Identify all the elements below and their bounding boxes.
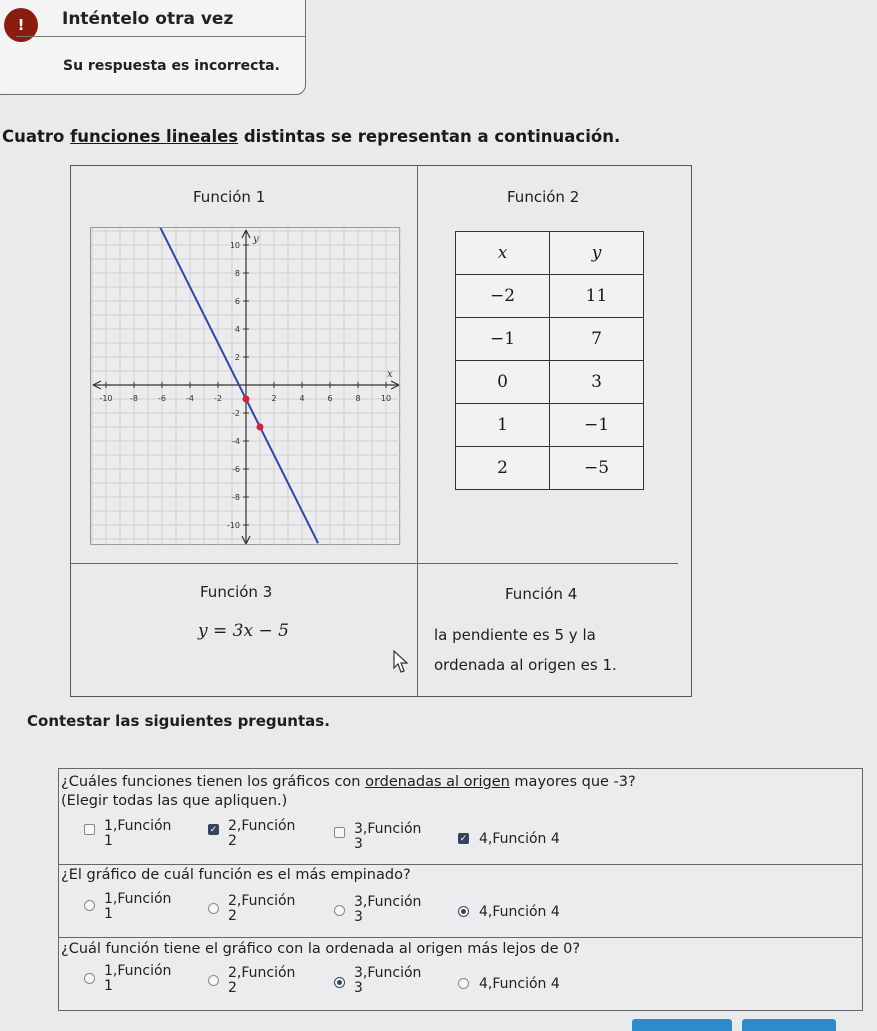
y-tick-label: 2 xyxy=(234,353,240,362)
q3-option-4-label[interactable]: 4,Función 4 xyxy=(479,976,560,992)
function2-label: Función 2 xyxy=(507,188,580,206)
table-row xyxy=(456,318,644,361)
opt-bottom: 1 xyxy=(104,833,113,849)
funciones-lineales-link[interactable]: funciones lineales xyxy=(70,127,239,146)
alert-message: Su respuesta es incorrecta. xyxy=(63,58,280,74)
table-cell: −2 xyxy=(456,275,550,318)
x-tick-label: -8 xyxy=(130,394,138,403)
opt-top: 1,Función xyxy=(104,891,172,907)
q1-option-3-checkbox[interactable] xyxy=(334,827,345,838)
intro-text xyxy=(2,127,620,146)
table-header-y: y xyxy=(550,232,644,275)
exclamation-icon: ! xyxy=(4,8,38,42)
y-tick-label: 6 xyxy=(234,297,240,306)
q1-option-2-label[interactable] xyxy=(228,819,295,849)
q2-option-2-radio[interactable] xyxy=(208,903,219,914)
table-cell: 3 xyxy=(550,361,644,404)
function1-graph-svg xyxy=(91,228,401,546)
table-cell: 1 xyxy=(456,404,550,447)
opt-bottom: 2 xyxy=(228,908,237,924)
function1-graph xyxy=(90,227,400,545)
opt-bottom: 2 xyxy=(228,980,237,996)
table-cell: −5 xyxy=(550,447,644,490)
q2-option-1-label[interactable] xyxy=(104,892,171,922)
ordenadas-al-origen-link[interactable]: ordenadas al origen xyxy=(365,774,510,790)
opt-top: 2,Función xyxy=(228,893,296,909)
function4-line1: la pendiente es 5 y la xyxy=(434,626,596,644)
intro-after: distintas se representan a continuación. xyxy=(238,127,621,146)
opt-bottom: 2 xyxy=(228,833,237,849)
q1-after: mayores que -3? xyxy=(509,774,636,790)
x-tick-label: -4 xyxy=(186,394,194,403)
x-axis-label: x xyxy=(387,369,393,380)
opt-top: 2,Función xyxy=(228,818,296,834)
primary-button[interactable] xyxy=(632,1019,732,1031)
q2-option-3-radio[interactable] xyxy=(334,905,345,916)
table-cell: 7 xyxy=(550,318,644,361)
question-3-text: ¿Cuál función tiene el gráfico con la ordenada al origen más lejos de 0? xyxy=(61,941,581,957)
question-1-text xyxy=(61,774,636,790)
opt-bottom: 3 xyxy=(354,909,363,925)
opt-top: 3,Función xyxy=(354,821,422,837)
q3-option-2-label[interactable] xyxy=(228,966,295,996)
function1-point xyxy=(257,424,264,431)
x-tick-label: -2 xyxy=(214,394,222,403)
panel-divider-vertical-bottom xyxy=(417,563,418,697)
q2-option-3-label[interactable] xyxy=(354,895,421,925)
opt-top: 1,Función xyxy=(104,963,172,979)
mouse-cursor-icon xyxy=(393,650,409,674)
panel-divider-vertical xyxy=(417,165,418,563)
alert-divider xyxy=(16,36,306,37)
alert-title: Inténtelo otra vez xyxy=(62,9,234,29)
q1-option-1-checkbox[interactable] xyxy=(84,824,95,835)
table-cell: −1 xyxy=(550,404,644,447)
question-2-text: ¿El gráfico de cuál función es el más empinado? xyxy=(61,867,411,883)
y-tick-label: 4 xyxy=(234,325,240,334)
q2-option-4-radio[interactable] xyxy=(458,906,469,917)
secondary-button[interactable] xyxy=(742,1019,836,1031)
answer-heading: Contestar las siguientes preguntas. xyxy=(27,712,330,730)
opt-top: 1,Función xyxy=(104,818,172,834)
x-tick-label: 4 xyxy=(299,394,305,403)
y-axis-label: y xyxy=(253,234,259,245)
q1-option-1-label[interactable] xyxy=(104,819,171,849)
opt-bottom: 3 xyxy=(354,980,363,996)
y-tick-label: -2 xyxy=(232,409,240,418)
function3-equation: y = 3x − 5 xyxy=(198,621,289,641)
q3-option-3-label[interactable] xyxy=(354,966,421,996)
table-row xyxy=(456,404,644,447)
y-tick-label: -10 xyxy=(226,521,240,530)
q2-option-1-radio[interactable] xyxy=(84,900,95,911)
x-tick-label: 2 xyxy=(271,394,277,403)
opt-top: 3,Función xyxy=(354,894,422,910)
function2-table xyxy=(455,231,644,490)
y-tick-label: -6 xyxy=(232,465,240,474)
q3-option-3-radio[interactable] xyxy=(334,977,345,988)
opt-bottom: 1 xyxy=(104,978,113,994)
opt-top: 3,Función xyxy=(354,965,422,981)
intro-before: Cuatro xyxy=(2,127,71,146)
function4-line2: ordenada al origen es 1. xyxy=(434,656,617,674)
x-tick-label: -10 xyxy=(99,394,113,403)
q1-option-4-label[interactable]: 4,Función 4 xyxy=(479,831,560,847)
table-cell: 11 xyxy=(550,275,644,318)
question-1-subtext: (Elegir todas las que apliquen.) xyxy=(61,793,288,809)
y-tick-label: 8 xyxy=(234,269,240,278)
x-tick-label: 10 xyxy=(380,394,392,403)
y-tick-label: -4 xyxy=(232,437,240,446)
table-cell: −1 xyxy=(456,318,550,361)
function4-label: Función 4 xyxy=(505,585,578,603)
x-tick-label: 8 xyxy=(355,394,361,403)
q2-option-4-label[interactable]: 4,Función 4 xyxy=(479,904,560,920)
panel-divider-horizontal xyxy=(70,563,678,564)
table-header-x: x xyxy=(456,232,550,275)
q3-option-4-radio[interactable] xyxy=(458,978,469,989)
x-tick-label: -6 xyxy=(158,394,166,403)
opt-bottom: 1 xyxy=(104,906,113,922)
y-tick-label: -8 xyxy=(232,493,240,502)
function1-label: Función 1 xyxy=(193,188,266,206)
table-cell: 2 xyxy=(456,447,550,490)
table-row xyxy=(456,275,644,318)
x-tick-label: 6 xyxy=(327,394,333,403)
q1-option-3-label[interactable] xyxy=(354,822,421,852)
q3-option-2-radio[interactable] xyxy=(208,975,219,986)
opt-top: 2,Función xyxy=(228,965,296,981)
function3-label: Función 3 xyxy=(200,583,273,601)
q3-option-1-label[interactable] xyxy=(104,964,171,994)
q3-option-1-radio[interactable] xyxy=(84,973,95,984)
q1-option-2-checkbox[interactable]: ✓ xyxy=(209,825,218,835)
table-cell: 0 xyxy=(456,361,550,404)
y-tick-label: 10 xyxy=(229,241,240,250)
q2-option-2-label[interactable] xyxy=(228,894,295,924)
table-row xyxy=(456,447,644,490)
q1-option-4-checkbox[interactable]: ✓ xyxy=(459,834,468,844)
q1-before: ¿Cuáles funciones tienen los gráficos con xyxy=(61,774,366,790)
opt-bottom: 3 xyxy=(354,836,363,852)
table-row xyxy=(456,361,644,404)
function1-point xyxy=(243,396,250,403)
